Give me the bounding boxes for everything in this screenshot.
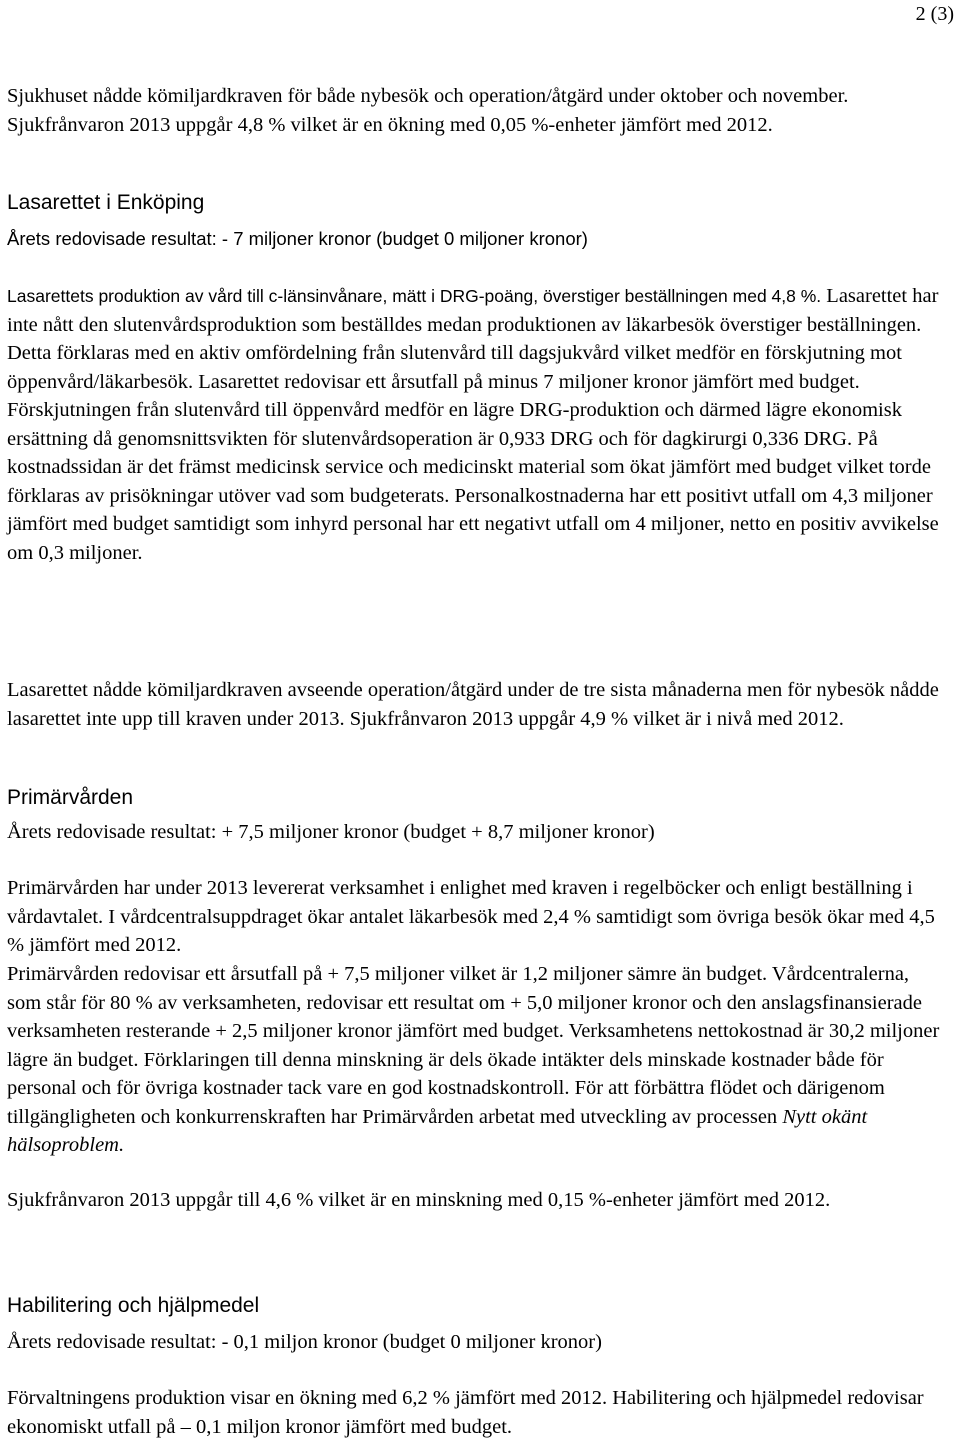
primarvarden-paragraph-3: Sjukfrånvaron 2013 uppgår till 4,6 % vilket är en minskning med 0,15 %-enheter jämfört med 2012.: [7, 1189, 831, 1211]
enkoping-production-serif-text: Lasarettet har inte nått den slutenvårdsproduktion som beställdes medan produktionen av läkarbesök överstiger beställningen. Detta förklaras med en aktiv omfördelning från slutenvård till dagsjukvård vilket medför en förskjutning mot öppenvård/läkarbesök. Lasarettet redovisar ett årsutfall på minus 7 miljoner kronor jämfört med budget. Förskjutningen från slutenvård till öppenvård medför en lägre DRG-produktion och därmed lägre ekonomisk ersättning då genomsnittsvikten för slutenvårdsoperation är 0,933 DRG och för dagkirurgi 0,336 DRG. På kostnadssidan är det främst medicinsk service och medicinskt material som ökat jämfört med budget vilket torde förklaras av prisökningar utöver vad som budgeterats. Personalkostnaderna har ett positivt utfall om 4,3 miljoner jämfört med budget samtidigt som inhyrd personal har ett negativt utfall om 4 miljoner, netto en positiv avvikelse om 0,3 miljoner.: [7, 285, 939, 564]
primarvarden-result-line: Årets redovisade resultat: + 7,5 miljoner kronor (budget + 8,7 miljoner kronor): [7, 821, 655, 843]
section-heading-habilitering: Habilitering och hjälpmedel: [7, 1294, 260, 1317]
page-number: 2 (3): [915, 3, 954, 25]
process-name-italic: Nytt okänt hälsoproblem.: [7, 1105, 868, 1156]
enkoping-result-line: Årets redovisade resultat: - 7 miljoner kronor (budget 0 miljoner kronor): [7, 228, 588, 249]
intro-paragraph: Sjukhuset nådde kömiljardkraven för både nybesök och operation/åtgärd under oktober och november. Sjukfrånvaron 2013 uppgår 4,8 % vilket är en ökning med 0,05 %-enheter jämfört med 2012.: [7, 85, 849, 136]
enkoping-production-paragraph: [7, 282, 947, 567]
enkoping-production-sans-text: Lasarettets produktion av vård till c-länsinvånare, mätt i DRG-poäng, överstiger beställningen med 4,8 %.: [7, 286, 822, 306]
primarvarden-paragraph-2-text: Primärvården redovisar ett årsutfall på + 7,5 miljoner vilket är 1,2 miljoner sämre än budget. Vårdcentralerna, som står för 80 % av verksamheten, redovisar ett resultat om + 5,0 miljoner kronor och den anslagsfinansierade verksamheten resterande + 2,5 miljoner kronor jämfört med budget. Verksamhetens nettokostnad är 30,2 miljoner lägre än budget. Förklaringen till denna minskning är dels ökade intäkter dels minskade kostnader både för personal och för övriga kostnader tack vare en god kostnadskontroll. För att förbättra flödet och därigenom tillgängligheten och konkurrenskraften har Primärvården arbetat med utveckling av processen: [7, 963, 940, 1128]
section-heading-primarvarden: Primärvården: [7, 786, 134, 809]
section-heading-enkoping: Lasarettet i Enköping: [7, 191, 205, 214]
enkoping-queue-paragraph: Lasarettet nådde kömiljardkraven avseende operation/åtgärd under de tre sista månaderna men för nybesök nådde lasarettet inte upp till kraven under 2013. Sjukfrånvaron 2013 uppgår 4,9 % vilket är i nivå med 2012.: [7, 679, 939, 730]
habilitering-paragraph: Förvaltningens produktion visar en ökning med 6,2 % jämfört med 2012. Habilitering och hjälpmedel redovisar ekonomiskt utfall på – 0,1 miljon kronor jämfört med budget.: [7, 1387, 924, 1438]
primarvarden-paragraph-1: Primärvården har under 2013 levererat verksamhet i enlighet med kraven i regelböcker och enligt beställning i vårdavtalet. I vårdcentralsuppdraget ökar antalet läkarbesök med 2,4 % samtidigt som övriga besök ökar med 4,5 % jämfört med 2012.: [7, 877, 935, 956]
habilitering-result-line: Årets redovisade resultat: - 0,1 miljon kronor (budget 0 miljoner kronor): [7, 1331, 602, 1353]
primarvarden-paragraph-2: [7, 960, 947, 1160]
